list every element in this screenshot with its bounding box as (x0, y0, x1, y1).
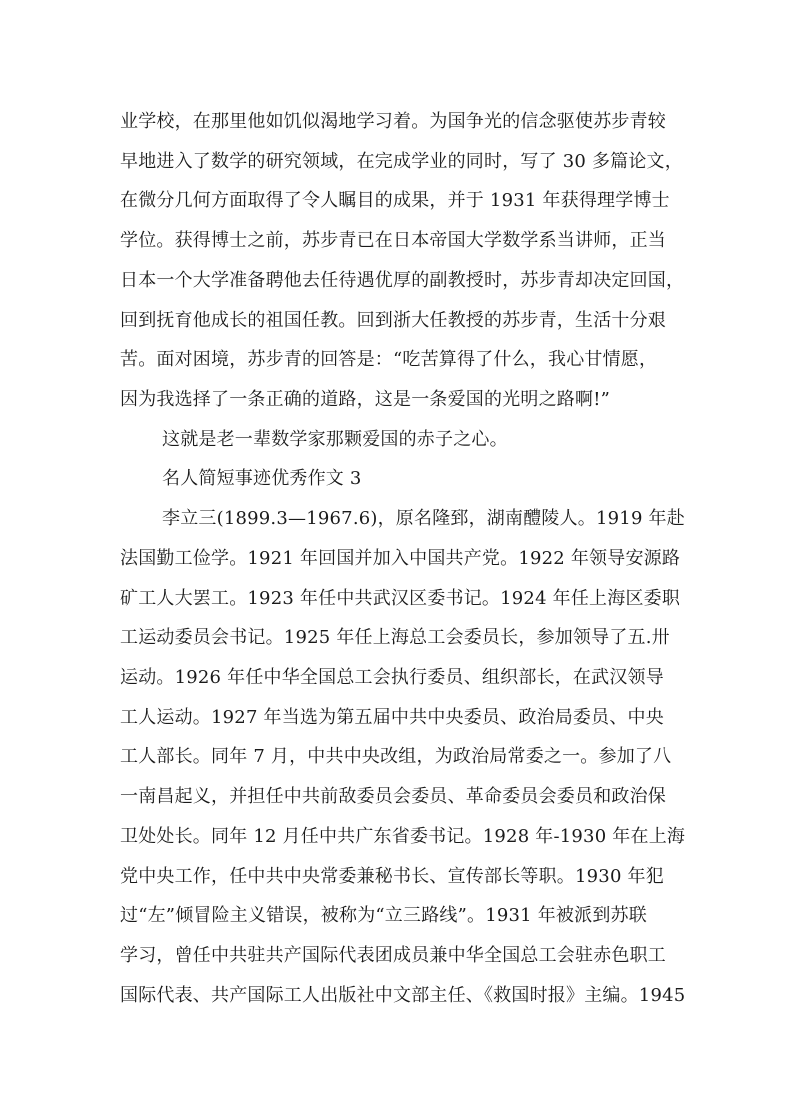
section-heading: 名人简短事迹优秀作文 3 (162, 468, 362, 489)
text-line: 国际代表、共产国际工人出版社中文部主任、《救国时报》主编。1945 (120, 985, 686, 1006)
text-line: 工人运动。1927 年当选为第五届中共中央委员、政治局委员、中央 (120, 707, 664, 728)
text-line: 业学校，在那里他如饥似渴地学习着。为国争光的信念驱使苏步青较 (120, 111, 666, 132)
text-line: 李立三(1899.3—1967.6)，原名隆郅，湖南醴陵人。1919 年赴 (162, 508, 685, 529)
text-line: 工人部长。同年 7 月，中共中央改组，为政治局常委之一。参加了八 (120, 746, 672, 767)
text-line: 因为我选择了一条正确的道路，这是一条爱国的光明之路啊!” (120, 389, 611, 410)
text-line: 日本一个大学准备聘他去任待遇优厚的副教授时，苏步青却决定回国， (120, 270, 685, 291)
text-line: 学位。获得博士之前，苏步青已在日本帝国大学数学系当讲师，正当 (120, 230, 666, 251)
text-line: 苦。面对困境，苏步青的回答是：“吃苦算得了什么，我心甘情愿， (120, 349, 658, 370)
text-line: 法国勤工俭学。1921 年回国并加入中国共产党。1922 年领导安源路 (120, 548, 681, 569)
text-line: 运动。1926 年任中华全国总工会执行委员、组织部长，在武汉领导 (120, 667, 664, 688)
text-line: 工运动委员会书记。1925 年任上海总工会委员长，参加领导了五.卅 (120, 627, 670, 648)
text-line: 学习，曾任中共驻共产国际代表团成员兼中华全国总工会驻赤色职工 (120, 945, 666, 966)
text-line: 早地进入了数学的研究领域，在完成学业的同时，写了 30 多篇论文， (120, 151, 683, 172)
text-line: 这就是老一辈数学家那颗爱国的赤子之心。 (162, 429, 508, 450)
text-line: 矿工人大罢工。1923 年任中共武汉区委书记。1924 年任上海区委职 (120, 588, 681, 609)
text-line: 过“左”倾冒险主义错误，被称为“立三路线”。1931 年被派到苏联 (120, 905, 647, 926)
text-line: 一南昌起义，并担任中共前敌委员会委员、革命委员会委员和政治保 (120, 786, 666, 807)
text-line: 回到抚育他成长的祖国任教。回到浙大任教授的苏步青，生活十分艰 (120, 310, 666, 331)
text-line: 卫处处长。同年 12 月任中共广东省委书记。1928 年-1930 年在上海 (120, 826, 686, 847)
text-line: 党中央工作，任中共中央常委兼秘书长、宣传部长等职。1930 年犯 (120, 866, 664, 887)
text-line: 在微分几何方面取得了令人瞩目的成果，并于 1931 年获得理学博士 (120, 190, 670, 211)
